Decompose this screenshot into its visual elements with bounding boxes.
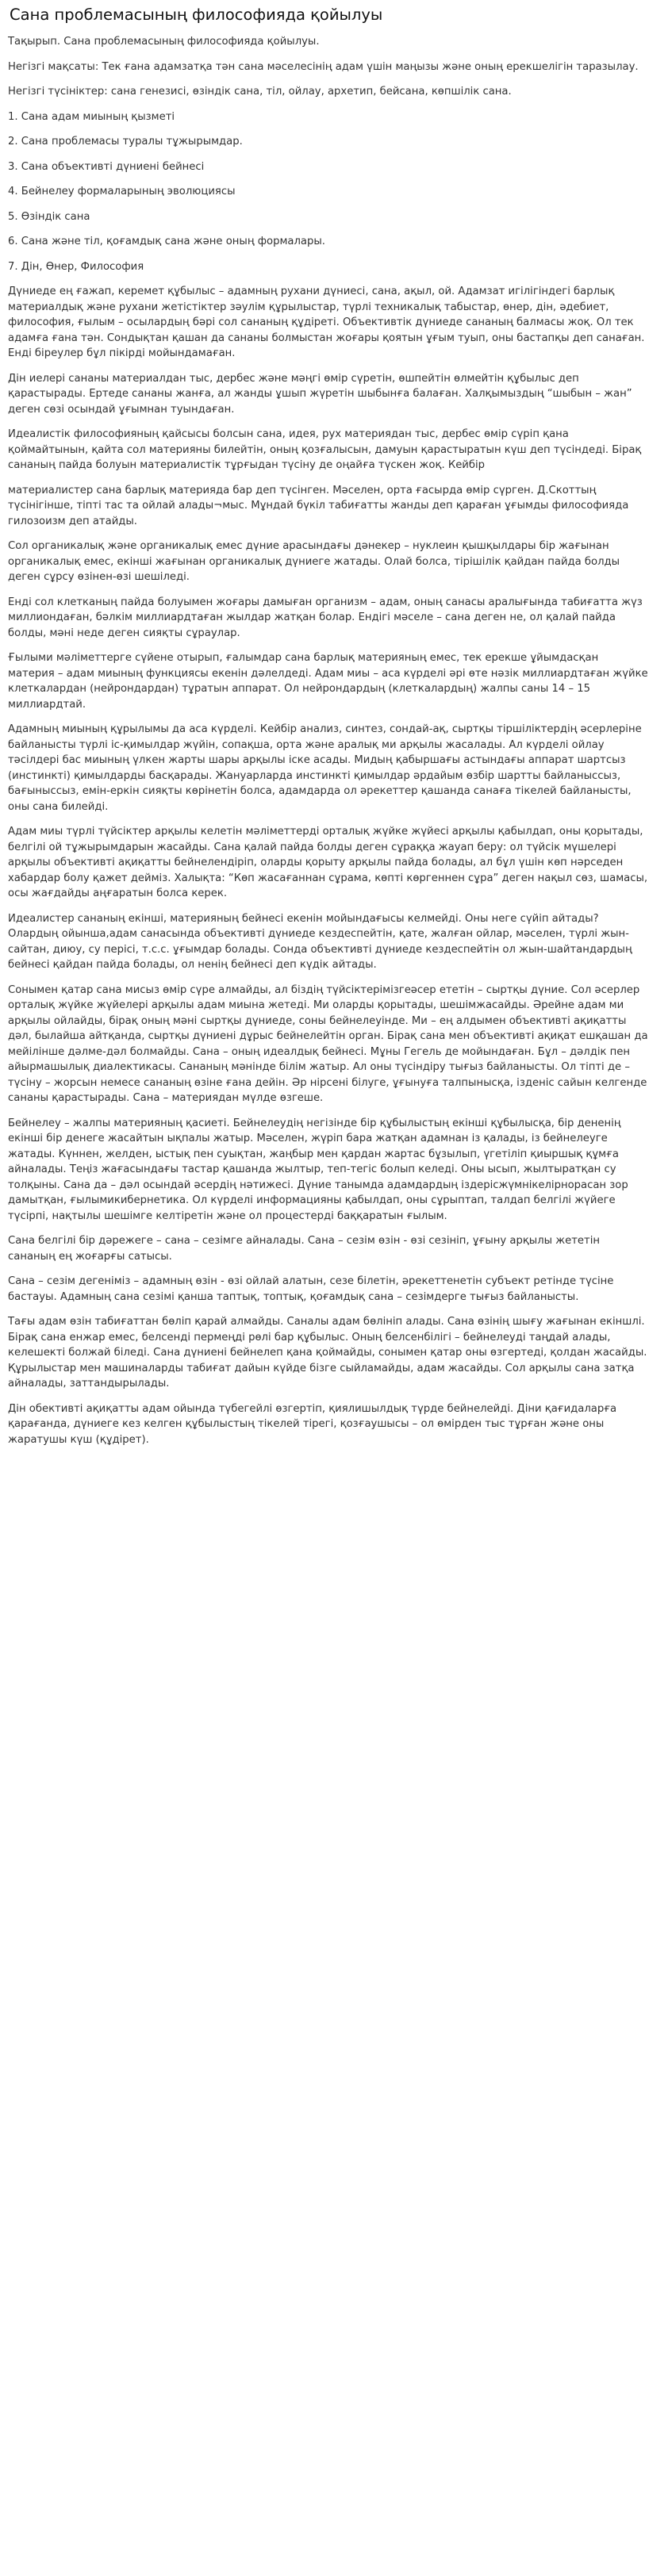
paragraph: Сонымен қатар сана мисыз өмір сүре алмайды, ал біздің түйсіктерімізгеәсер ететін – сыртқы дүние. Сол әсерлер орталық жүйке жүйелері арқылы адам миына жетеді. Ми оларды қорытады, шешімжасайды. Әрейне адам ми арқылы ойлайды, бірақ оның мәні сыртқы дүниеде, соны бейнелеуінде. Ми – ең алдымен объективті ақиқатты дәл, былайша айтқанда, сыртқы дүниені дұрыс бейнелейтін орган. Бірақ сана мен объективті ақиқат ешқашан да мейілінше дәлме-дәл болмайды. Сана – оның идеалдық бейнесі. Мұны Гегель де мойындаған. Бұл – дәлдік пен айырмашылық диалектикасы. Сананың мәнінде білім жатыр. Ал оны түсіндіру тығыз байланысты. Ол тіпті де – түсіну – жорсын немесе сананың өзіне ғана дейін. Әр нірсені білуге, ұғынуға талпынысқа, ізденіс сайын келгенде сананы қарастырады. Сана – материядан мүлде өзгеше. <box>8 983 648 1104</box>
goal-line: Негізгі мақсаты: Тек ғана адамзатқа тән сана мәселесінің адам үшін маңызы және оның ерекшелігін таразылау. <box>8 60 639 73</box>
paragraph: Бейнелеу – жалпы материяның қасиеті. Бейнелеудің негізінде бір құбылыстың екінші құбылысқа, бір дененің екінші бір денеге жасайтын ықпалы жатыр. Мәселен, жүріп бара жатқан адамнан із қалады, із бейнелеуге жатады. Күннен, желден, ыстық пен суықтан, жаңбыр мен қардан жартас бұзылып, үгетіліп қиыршық құмға айналады. Теңіз жағасындағы тастар қашанда жылтыр, теп-тегіс болып келеді. Оны ысып, жылтыратқан су толқыны. Сана да – дәл осындай әсердің нәтижесі. Дүние танымда адамдардың іздерісжүмнікелірнорасан зор дамытқан, ғылымикибернетика. Ол күрделі информацияны қабылдап, оны сұрыптап, талдап белгілі жүйеге түсірпі, нақтылы шешімге келтіретін және ол процестерді баққаратын ғылым. <box>8 1117 628 1222</box>
paragraph: Сана белгілі бір дәрежеге – сана – сезімге айналады. Сана – сезім өзін - өзі сезініп, ұғыну арқылы жететін сананың ең жоғарғы сатысы. <box>8 1235 601 1263</box>
topic-line: Тақырып. Сана проблемасының философияда қойылуы. <box>8 36 320 48</box>
paragraph: материалистер сана барлық материяда бар деп түсінген. Мәселен, орта ғасырда өмір сүрген. Д.Скоттың түсінігінше, тіпті тас та ойлай алады¬мыс. Мұндай бүкіл табиғатты жанды деп қараған ұғымды философияда гилозоизм деп атайды. <box>8 484 629 527</box>
outline-item: 4. Бейнелеу формаларының эволюциясы <box>8 186 236 197</box>
outline-item: 1. Сана адам миының қызметі <box>8 110 175 123</box>
body-text <box>8 284 648 1447</box>
paragraph: Адам миы түрлі түйсіктер арқылы келетін мәліметтерді орталық жүйке жүйесі арқылы қабылдап, оны қорытады, белгілі ой тұжырымдарын жасайды. Сана қалай пайда болды деген сұраққа жауап беру: ол түйсік мүшелері арқылы объективті ақиқатты бейнелендіріп, оларды қорыту арқылы пайда болады, ал бұл үшін көп нәрседен хабардар болу қажет дейміз. Халықта: “Көп жасағаннан сұрама, көпті көргеннен сұра” деген нақыл сөз, шамасы, осы жағдайды аңғаратын болса керек. <box>8 826 648 899</box>
paragraph: Сол органикалық және органикалық емес дүние арасындағы дәнекер – нуклеин қышқылдары бір жағынан органикалық емес, екінші жағынан органикалық дүниеге жатады. Олай болса, тірішілік қайдан пайда болды деген сұрсу өзінен-өзі шешіледі. <box>8 540 620 583</box>
outline-list <box>8 109 648 275</box>
paragraph: Идеалистер сананың екінші, материяның бейнесі екенін мойындағысы келмейді. Оны неге сүйіп айтады? Олардың ойынша,адам санасында объективті дүниеде кездеспейтін, қате, жалған ойлар, мәселен, түрлі жын-сайтан, диюу, су перісі, т.с.с. ұғымдар болады. Сонда объективті дүниеде кездеспейтін ол жын-шайтандардың бейнесі қайдан пайда болады, ол ненің бейнесі деп күдік айтады. <box>8 912 632 971</box>
paragraph: Ғылыми мәліметтерге сүйене отырып, ғалымдар сана барлық материяның емес, тек ерекше ұйымдасқан материя – адам миының функциясы екенін дәлелдеді. Адам миы – аса күрделі әрі өте нәзік миллиардтаған жүйке клеткалардан (нейрондардан) тұратын аппарат. Ол нейрондардың (клеткалардың) жалпы саны 14 – 15 миллиардтай. <box>8 652 648 711</box>
paragraph: Идеалистік философияның қайсысы болсын сана, идея, рух материядан тыс, дербес өмір сүріп қана қоймайтынын, қайта сол материяны билейтін, оның қозғалысын, дамуын қарастыратын күш деп түсіндеді. Бірақ сананың пайда болуын материалистік тұрғыдан түсіну де оңайға түскен жоқ. Кейбір <box>8 428 642 471</box>
concepts-line: Негізгі түсініктер: сана генезисі, өзіндік сана, тіл, ойлау, архетип, бейсана, көпшілік сана. <box>8 86 512 98</box>
header-block <box>8 34 648 100</box>
paragraph: Тағы адам өзін табиғаттан бөліп қарай алмайды. Саналы адам бөлініп алады. Сана өзінің шығу жағынан екіншлі. Бірақ сана енжар емес, белсенді пермеңді рөлі бар құбылыс. Оның белсенбілігі – бейнелеуді таңдай алады, келешекті болжай біледі. Сана дүниені бейнелеп қана қоймайды, сонымен қатар оны өзгертеді, қолдан жасайды. Құрылыстар мен машиналарды табиғат дайын күйде бізге сыйламайды, адам жасайды. Сол арқылы сана затқа айналады, заттандырылады. <box>8 1316 647 1390</box>
paragraph: Енді сол клетканың пайда болуымен жоғары дамыған организм – адам, оның санасы аралығында табиғатта жүз миллиондаған, бәлкім миллиардтаған жылдар жатқан болар. Ендігі мәселе – сана деген не, ол қалай пайда болды, мәні неде деген сияқты сұраулар. <box>8 596 643 639</box>
paragraph: Дін обективті ақиқатты адам ойында түбегейлі өзгертіп, қиялишылдық түрде бейнелейді. Діни қағидаларға қарағанда, дүниеге кез келген құбылыстың тікелей тірегі, қозғаушысы – ол өмірден тыс тұрған және оны жаратушы күш (құдірет). <box>8 1402 617 1446</box>
paragraph: Дүниеде ең ғажап, керемет құбылыс – адамның рухани дүниесі, сана, ақыл, ой. Адамзат игілігіндегі барлық материалдық және рухани жетістіктер зәулім құрылыстар, түрлі техникалық табыстар, өнер, дін, әдебиет, философия, ғылым – осылардың бәрі сол сананың құдіреті. Объективтік дүниеде сананың балмасы жоқ. Ол тек адамға ғана тән. Сондықтан қашан да сананы болмыстан жоғары қоятын ұғым туып, оны бастапқы деп санаған. Енді біреулер бұл пікірді мойындамаған. <box>8 286 645 359</box>
page-title: Сана проблемасының философияда қойылуы <box>10 6 383 24</box>
outline-item: 3. Сана объективті дүниені бейнесі <box>8 160 205 173</box>
outline-item: 6. Сана және тіл, қоғамдық сана және оның формалары. <box>8 236 325 247</box>
outline-item: 5. Өзіндік сана <box>8 210 90 223</box>
paragraph: Дін иелері сананы материалдан тыс, дербес және мәңгі өмір сүретін, өшпейтін өлмейтін құбылыс деп қарастырады. Ертеде сананы жанға, ал жанды ұшып жүретін шыбынға балаған. Халқымыздың “шыбын – жан” деген сөзі осындай ұғымнан туындаған. <box>8 372 632 416</box>
paragraph: Сана – сезім дегеніміз – адамның өзін - өзі ойлай алатын, сезе білетін, әрекеттенетін субъект ретінде түсіне бастауы. Адамның сана сезімі қанша таптық, топтық, қоғамдық сана – сезімдерге тығыз байланысты. <box>8 1275 614 1303</box>
paragraph: Адамның миының құрылымы да аса күрделі. Кейбір анализ, синтез, сондай-ақ, сыртқы тіршіліктердің әсерлеріне байланысты түрлі іс-қимылдар жүйін, сопақша, орта және аралық ми арқылы жасалады. Ал күрделі ойлау тәсілдері бас миының үлкен жарты шары арқылы іске асады. Мидың қабыршағы астындағы аппарат шартсыз (инстинкті) қимылдарды басқарады. Жануарларда инстинкті қимылдар әрдайым өзбір шартты байланыссыз, бағыныссыз, емін-еркін сияқты көрінетін болса, адамдарда ол әрекеттер қашанда санаға тікелей байланысты, оны сана билейді. <box>8 723 642 813</box>
outline-item: 2. Сана проблемасы туралы тұжырымдар. <box>8 136 243 148</box>
outline-item: 7. Дін, Өнер, Философия <box>8 260 144 273</box>
